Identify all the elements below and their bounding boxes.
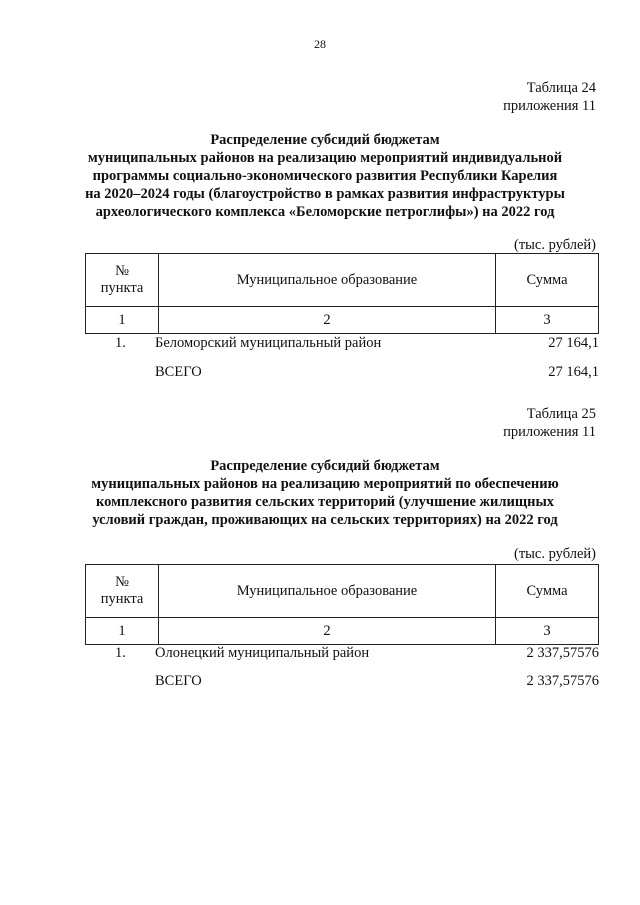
- header-col-municipality: Муниципальное образование: [159, 254, 496, 307]
- row-municipality: Олонецкий муниципальный район: [155, 645, 370, 661]
- header-col-municipality: Муниципальное образование: [159, 565, 496, 618]
- table-25-title: [60, 457, 590, 529]
- column-number: 3: [496, 618, 599, 645]
- column-number-row: [86, 618, 599, 645]
- column-number: 1: [86, 307, 159, 334]
- table-25-appendix: приложения 11: [503, 424, 596, 440]
- row-sum: 2 337,57576: [526, 645, 599, 661]
- title-line: комплексного развития сельских территорий (улучшение жилищных: [95, 494, 555, 510]
- table-25-reference: [503, 405, 596, 441]
- table-24-appendix: приложения 11: [503, 98, 596, 114]
- row-index: 1.: [115, 335, 126, 351]
- table-row: [85, 645, 599, 665]
- title-line: программы социально-экономического развития Республики Карелия: [92, 168, 558, 184]
- header-col-sum: Сумма: [496, 565, 599, 618]
- column-number: 2: [159, 618, 496, 645]
- table-25-header-grid: [85, 564, 599, 645]
- table-25-unit: (тыс. рублей): [514, 546, 596, 562]
- title-line: Распределение субсидий бюджетам: [210, 458, 440, 474]
- table-total-row: [85, 364, 599, 384]
- row-municipality: Беломорский муниципальный район: [155, 335, 382, 351]
- header-col-number: № пункта: [86, 254, 159, 307]
- title-line: археологического комплекса «Беломорские петроглифы») на 2022 год: [95, 204, 555, 220]
- table-24-title: [60, 131, 590, 221]
- row-index: 1.: [115, 645, 126, 661]
- title-line: Распределение субсидий бюджетам: [210, 132, 440, 148]
- title-line: на 2020–2024 годы (благоустройство в рамках развития инфраструктуры: [85, 186, 565, 202]
- header-col-number: № пункта: [86, 565, 159, 618]
- table-24-reference: [503, 79, 596, 115]
- header-row: [86, 254, 599, 307]
- column-number: 2: [159, 307, 496, 334]
- total-label: ВСЕГО: [155, 673, 202, 689]
- table-25-label: Таблица 25: [526, 406, 596, 422]
- total-sum: 2 337,57576: [526, 673, 599, 689]
- column-number-row: [86, 307, 599, 334]
- title-line: муниципальных районов на реализацию мероприятий по обеспечению: [91, 476, 559, 492]
- title-line: условий граждан, проживающих на сельских территориях) на 2022 год: [92, 512, 558, 528]
- page-number: 28: [314, 37, 326, 51]
- total-sum: 27 164,1: [548, 364, 599, 380]
- header-col-sum: Сумма: [496, 254, 599, 307]
- title-line: муниципальных районов на реализацию мероприятий индивидуальной: [87, 150, 563, 166]
- column-number: 3: [496, 307, 599, 334]
- header-row: [86, 565, 599, 618]
- table-24-label: Таблица 24: [526, 80, 596, 96]
- table-24-unit: (тыс. рублей): [514, 237, 596, 253]
- column-number: 1: [86, 618, 159, 645]
- table-24-header-grid: [85, 253, 599, 334]
- row-sum: 27 164,1: [548, 335, 599, 351]
- total-label: ВСЕГО: [155, 364, 202, 380]
- table-row: [85, 335, 599, 355]
- table-total-row: [85, 673, 599, 693]
